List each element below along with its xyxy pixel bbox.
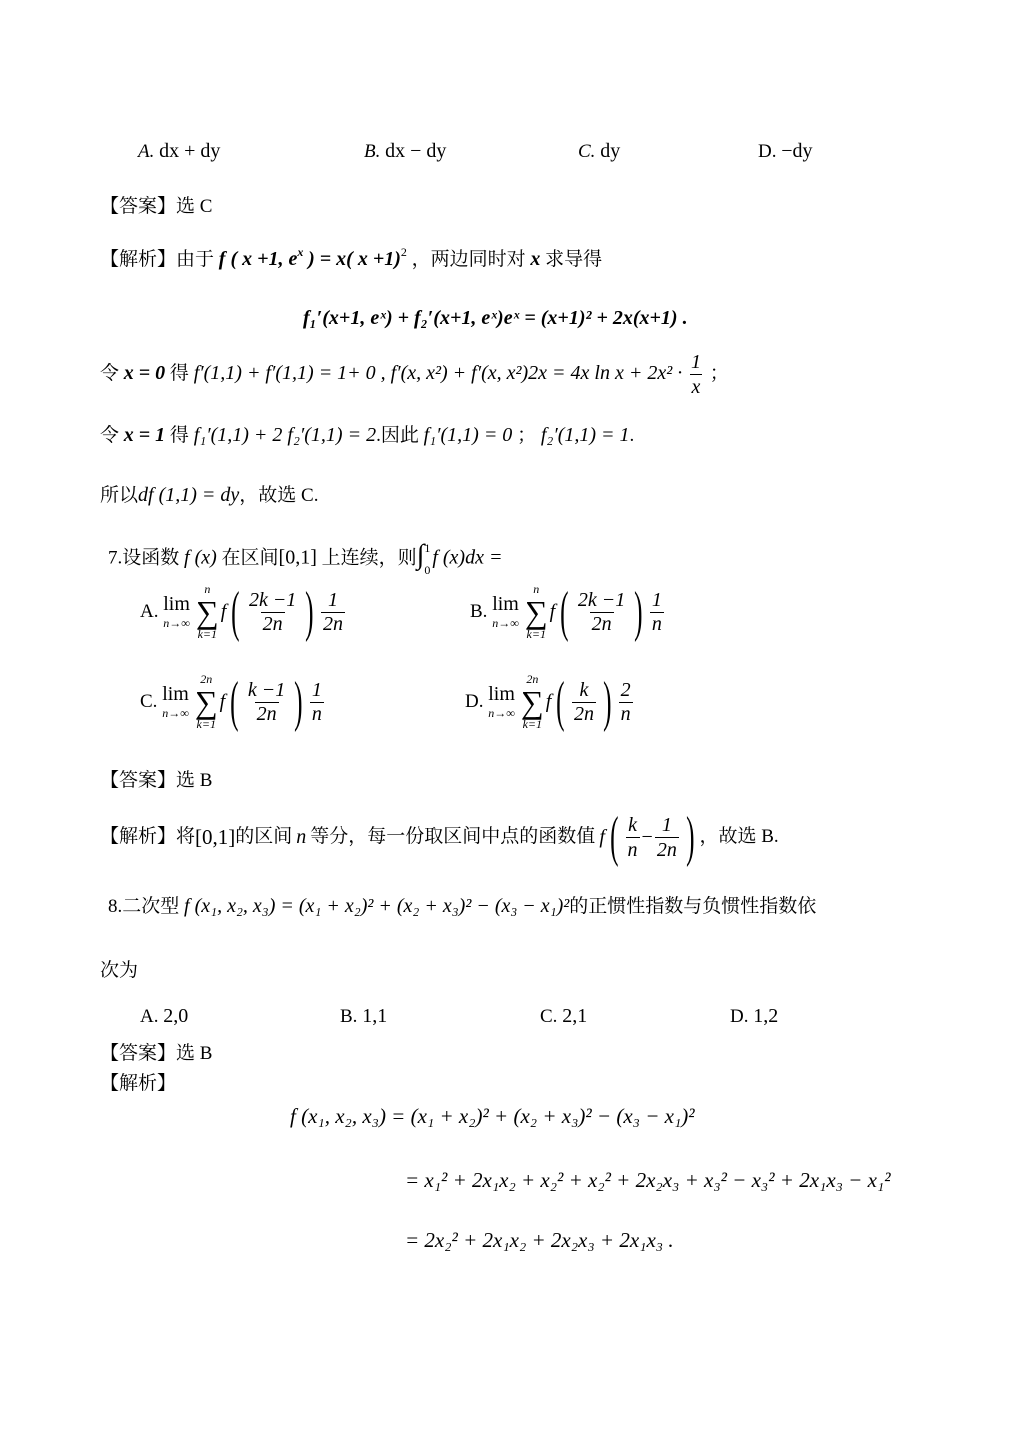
- sum-top: n: [204, 582, 211, 596]
- frac-num: 1: [327, 588, 338, 611]
- q8-derivation-line-2: = x₁² + 2x₁x₂ + x₂² + x₂² + 2x₂x₃ + x₃² − x₃² + 2x₁x₃ − x₁²: [405, 1168, 891, 1192]
- analysis-tag: 【解析】: [100, 826, 177, 847]
- q7-stem-f: f (x): [184, 546, 217, 569]
- tail-fraction: [321, 589, 345, 636]
- frac-den: 2n: [256, 702, 277, 725]
- q6-option-a: [138, 140, 220, 163]
- analysis-f: f: [599, 826, 605, 848]
- q8-answer: [100, 1042, 212, 1066]
- frac-num: k −1: [247, 678, 286, 701]
- q6-derivative-equation: f₁′(x+1, eˣ) + f₂′(x+1, eˣ)eˣ = (x+1)² + 2x(x+1) .: [303, 307, 688, 329]
- q7-option-b: [470, 582, 666, 642]
- inner-fraction: [572, 679, 596, 726]
- analysis-equation: f ( x +1, e: [218, 248, 298, 270]
- left-paren: (: [230, 671, 239, 733]
- left-paren: (: [231, 581, 240, 643]
- analysis-c: 等分，每一份取区间中点的函数值: [310, 826, 596, 847]
- frac-den: n: [651, 612, 662, 635]
- option-text: −dy: [781, 140, 813, 162]
- tail-fraction: [650, 589, 664, 636]
- option-label: A.: [138, 141, 155, 162]
- q8-derivation-line-3: = 2x₂² + 2x₁x₂ + 2x₂x₃ + 2x₁x₃ .: [405, 1228, 674, 1252]
- line4-result2: f₂′(1,1) = 1: [540, 424, 630, 446]
- analysis-text-end: 求导得: [545, 249, 603, 270]
- option-label: D.: [758, 141, 777, 162]
- answer-text: 选 C: [176, 196, 213, 217]
- q6-option-c: [578, 140, 620, 163]
- line5-prefix: 所以: [100, 485, 139, 506]
- q6-option-d: [758, 140, 813, 163]
- line3-semicolon: ；: [709, 362, 729, 384]
- option-label: B.: [470, 601, 488, 622]
- right-paren: ): [294, 671, 303, 733]
- frac-num: 1: [651, 588, 662, 611]
- option-label: C.: [140, 691, 158, 712]
- answer-text: 选 B: [176, 770, 213, 791]
- option-label: B.: [364, 141, 381, 162]
- lim-block: [162, 683, 189, 721]
- q8-stem-eq: f (x₁, x₂, x₃) = (x₁ + x₂)² + (x₂ + x₃)² − (x₃ − x₁)²: [184, 895, 570, 917]
- option-text: 1,2: [753, 1005, 779, 1027]
- sigma: ∑: [524, 594, 548, 630]
- q6-line4: [100, 423, 634, 448]
- sum-top: 2n: [200, 672, 213, 686]
- q7-number: 7.: [108, 547, 123, 569]
- analysis-n: n: [296, 826, 307, 848]
- lim-word: lim: [163, 593, 190, 615]
- inner-fraction: [247, 589, 298, 636]
- line4-result1: f₁′(1,1) = 0: [423, 424, 513, 446]
- q8-derivation-line-1: f (x₁, x₂, x₃) = (x₁ + x₂)² + (x₂ + x₃)² − (x₃ − x₁)²: [290, 1104, 695, 1128]
- analysis-text: 由于: [176, 249, 215, 270]
- line5-end: ，故选 C.: [239, 485, 319, 506]
- integral-upper: 1: [424, 541, 431, 555]
- f-symbol: f: [220, 600, 227, 623]
- inner-fraction: [576, 589, 627, 636]
- option-text: 2,1: [562, 1005, 588, 1027]
- q8-option-d: [730, 1005, 778, 1028]
- option-label: B.: [340, 1006, 358, 1027]
- lim-word: lim: [492, 593, 519, 615]
- frac-num: 1: [311, 678, 322, 701]
- lim-block: [163, 593, 190, 631]
- option-label: C.: [578, 141, 596, 162]
- sigma: ∑: [195, 594, 219, 630]
- left-paren: (: [556, 671, 565, 733]
- frac-den: 2n: [656, 838, 677, 861]
- frac-den: 2n: [591, 612, 612, 635]
- option-label: A.: [140, 1006, 159, 1027]
- f-symbol: f: [219, 690, 226, 713]
- option-label: C.: [540, 1006, 558, 1027]
- q7-option-a: [140, 582, 347, 642]
- tail-fraction: [310, 679, 324, 726]
- lim-word: lim: [162, 683, 189, 705]
- sum-block: [196, 582, 219, 642]
- frac-den: n: [620, 702, 631, 725]
- q7-option-d: [465, 672, 635, 732]
- q6-option-b: [364, 140, 446, 163]
- option-text: 1,1: [362, 1005, 388, 1027]
- q8-number: 8.: [108, 896, 123, 917]
- line3-prefix: 令: [100, 362, 120, 384]
- q8-analysis-tag: 【解析】: [100, 1073, 177, 1094]
- integral-lower: 0: [424, 563, 431, 577]
- line4-rest: f₁′(1,1) + 2 f₂′(1,1) = 2: [193, 424, 377, 446]
- integral-bounds: [424, 541, 430, 577]
- q7-stem-b: 在区间: [221, 547, 279, 569]
- sum-block: [195, 672, 218, 732]
- frac-num: 2: [620, 678, 631, 701]
- line3-fraction: [689, 350, 703, 399]
- answer-tag: 【答案】: [100, 1043, 177, 1064]
- right-paren: ): [305, 581, 314, 643]
- analysis-end: ，故选 B.: [699, 826, 779, 847]
- q8-stem-b: 的正惯性指数与负惯性指数依: [569, 896, 817, 917]
- frac-den: x: [691, 376, 701, 398]
- q6-analysis-intro: [100, 247, 602, 273]
- tail-fraction: [619, 679, 633, 726]
- sum-bot: k=1: [522, 717, 543, 731]
- q8-stem-cont: 次为: [100, 960, 139, 981]
- sum-top: n: [533, 582, 540, 596]
- frac-num: k: [628, 813, 637, 836]
- line5-eq: df (1,1) = dy: [138, 484, 240, 506]
- frac-den: 2n: [322, 612, 343, 635]
- q8-option-b: [340, 1005, 387, 1028]
- q7-option-c: [140, 672, 326, 732]
- f-symbol: f: [545, 690, 552, 713]
- frac-num: 2k −1: [577, 588, 626, 611]
- lim-sub: n→∞: [162, 706, 189, 720]
- frac-num: 1: [661, 813, 672, 836]
- option-label: D.: [465, 691, 484, 712]
- q6-line3: [100, 350, 729, 399]
- minus-sign: −: [641, 826, 653, 848]
- q7-stem-a: 设函数: [122, 547, 180, 569]
- answer-tag: 【答案】: [100, 770, 177, 791]
- sum-block: [525, 582, 548, 642]
- f-symbol: f: [549, 600, 556, 623]
- analysis-var: x: [530, 248, 541, 270]
- lim-sub: n→∞: [488, 706, 515, 720]
- analysis-a: 将: [176, 826, 196, 847]
- answer-tag: 【答案】: [100, 196, 177, 217]
- q8-stem-a: 二次型: [122, 896, 180, 917]
- line4-de: 得: [169, 425, 189, 446]
- frac-den: n: [311, 702, 322, 725]
- sum-block: [521, 672, 544, 732]
- q7-stem: [108, 541, 502, 577]
- option-label: A.: [140, 601, 159, 622]
- frac-num: k: [579, 678, 589, 701]
- left-paren: (: [610, 806, 619, 868]
- q7-stem-c: 上连续，则: [321, 547, 417, 569]
- line4-prefix: 令: [100, 425, 120, 446]
- sum-bot: k=1: [196, 717, 216, 731]
- q8-option-a: [140, 1005, 188, 1028]
- integral-sign: ∫: [416, 539, 425, 571]
- sum-bot: k=1: [197, 627, 218, 641]
- line3-eq: x = 0: [123, 361, 166, 384]
- sum-bot: k=1: [526, 627, 546, 641]
- analysis-interval: [0,1]: [195, 825, 236, 849]
- sum-top: 2n: [526, 672, 539, 686]
- right-paren: ): [603, 671, 612, 733]
- q7-stem-integrand: f (x)dx =: [432, 546, 503, 569]
- q7-answer: [100, 769, 212, 793]
- q6-answer: [100, 195, 212, 219]
- answer-text: 选 B: [176, 1043, 213, 1064]
- line3-de: 得: [169, 362, 189, 384]
- fraction-k-n: [626, 813, 640, 862]
- exp-2: 2: [400, 245, 407, 259]
- frac-num: 2k −1: [248, 588, 297, 611]
- right-paren: ): [685, 806, 695, 868]
- option-text: dy: [600, 140, 621, 162]
- q7-analysis: [100, 800, 779, 874]
- analysis-equation-rhs: ) = x( x +1): [308, 248, 401, 270]
- sigma: ∑: [194, 684, 218, 720]
- line3-rest: f′(1,1) + f′(1,1) = 1+ 0 , f′(x, x²) + f′(x, x²)2x = 4x ln x + 2x² ·: [193, 361, 683, 384]
- option-text: 2,0: [163, 1005, 189, 1027]
- line4-eq: x = 1: [123, 424, 166, 446]
- lim-sub: n→∞: [492, 616, 519, 630]
- inner-fraction: [246, 679, 287, 726]
- lim-word: lim: [488, 683, 515, 705]
- frac-num: 1: [690, 351, 701, 373]
- option-text: dx − dy: [385, 140, 447, 162]
- option-label: D.: [730, 1006, 749, 1027]
- frac-den: 2n: [262, 612, 283, 635]
- fraction-1-2n: [655, 813, 679, 862]
- sigma: ∑: [520, 684, 544, 720]
- lim-block: [488, 683, 515, 721]
- frac-den: 2n: [573, 702, 594, 725]
- line4-end: .: [629, 425, 635, 446]
- q7-stem-interval: [0,1]: [278, 546, 317, 569]
- lim-block: [492, 593, 519, 631]
- line4-therefore: .因此: [376, 425, 419, 446]
- analysis-b: 的区间: [235, 826, 293, 847]
- line4-sep: ；: [517, 425, 537, 446]
- option-text: dx + dy: [159, 140, 221, 162]
- analysis-tag: 【解析】: [100, 249, 177, 270]
- left-paren: (: [560, 581, 569, 643]
- q8-stem: [108, 894, 816, 919]
- q6-line5: [100, 483, 318, 508]
- analysis-text-mid: ，两边同时对: [411, 249, 526, 270]
- frac-den: n: [627, 838, 638, 861]
- right-paren: ): [634, 581, 643, 643]
- q8-option-c: [540, 1005, 587, 1028]
- lim-sub: n→∞: [163, 616, 190, 630]
- exp-x: x: [297, 245, 304, 259]
